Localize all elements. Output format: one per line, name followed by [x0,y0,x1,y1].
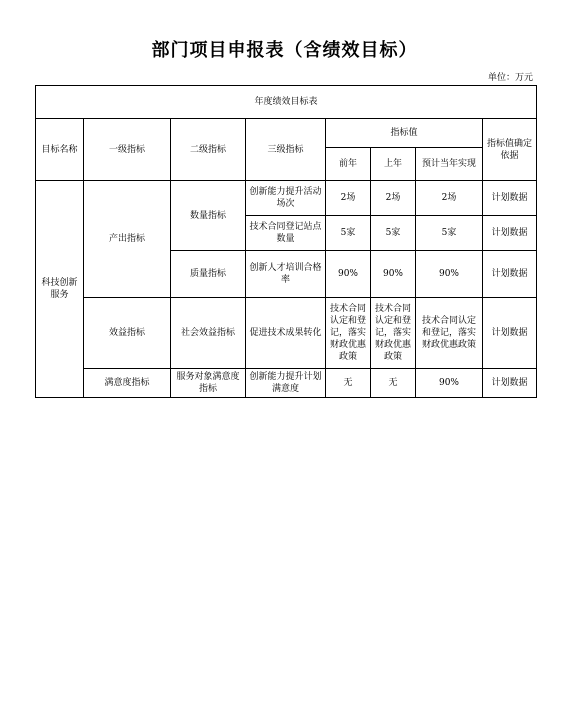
header-level1: 一级指标 [84,119,171,181]
prev-cell: 无 [326,369,371,398]
last-cell: 5家 [371,216,416,251]
basis-cell: 计划数据 [483,251,537,298]
performance-table [35,85,537,398]
level3-cell: 技术合同登记站点数量 [246,216,326,251]
prev-cell: 90% [326,251,371,298]
table-row [36,369,537,398]
expected-cell: 技术合同认定和登记，落实财政优惠政策 [416,298,483,369]
basis-cell: 计划数据 [483,369,537,398]
level2-cell: 质量指标 [171,251,246,298]
expected-cell: 5家 [416,216,483,251]
header-target-name: 目标名称 [36,119,84,181]
header-indicator-value: 指标值 [326,119,483,148]
last-cell: 无 [371,369,416,398]
target-name-cell: 科技创新服务 [36,181,84,398]
prev-cell: 技术合同认定和登记，落实财政优惠政策 [326,298,371,369]
expected-cell: 2场 [416,181,483,216]
level3-cell: 创新能力提升计划满意度 [246,369,326,398]
header-level3: 三级指标 [246,119,326,181]
expected-cell: 90% [416,369,483,398]
level1-cell: 效益指标 [84,298,171,369]
basis-cell: 计划数据 [483,181,537,216]
level1-cell: 满意度指标 [84,369,171,398]
level3-cell: 创新能力提升活动场次 [246,181,326,216]
table-row [36,181,537,216]
last-cell: 2场 [371,181,416,216]
basis-cell: 计划数据 [483,298,537,369]
prev-cell: 2场 [326,181,371,216]
header-expected: 预计当年实现 [416,148,483,181]
level2-cell: 社会效益指标 [171,298,246,369]
unit-label: 单位：万元 [487,73,533,83]
level2-cell: 服务对象满意度指标 [171,369,246,398]
level3-cell: 促进技术成果转化 [246,298,326,369]
expected-cell: 90% [416,251,483,298]
basis-cell: 计划数据 [483,216,537,251]
header-basis: 指标值确定依据 [483,119,537,181]
level1-cell: 产出指标 [84,181,171,298]
prev-cell: 5家 [326,216,371,251]
last-cell: 技术合同认定和登记，落实财政优惠政策 [371,298,416,369]
header-last-year: 上年 [371,148,416,181]
level2-cell: 数量指标 [171,181,246,251]
level3-cell: 创新人才培训合格率 [246,251,326,298]
header-prev-year: 前年 [326,148,371,181]
table-caption: 年度绩效目标表 [36,86,537,119]
last-cell: 90% [371,251,416,298]
header-level2: 二级指标 [171,119,246,181]
table-row [36,298,537,369]
page-title: 部门项目申报表（含绩效目标） [151,40,418,61]
